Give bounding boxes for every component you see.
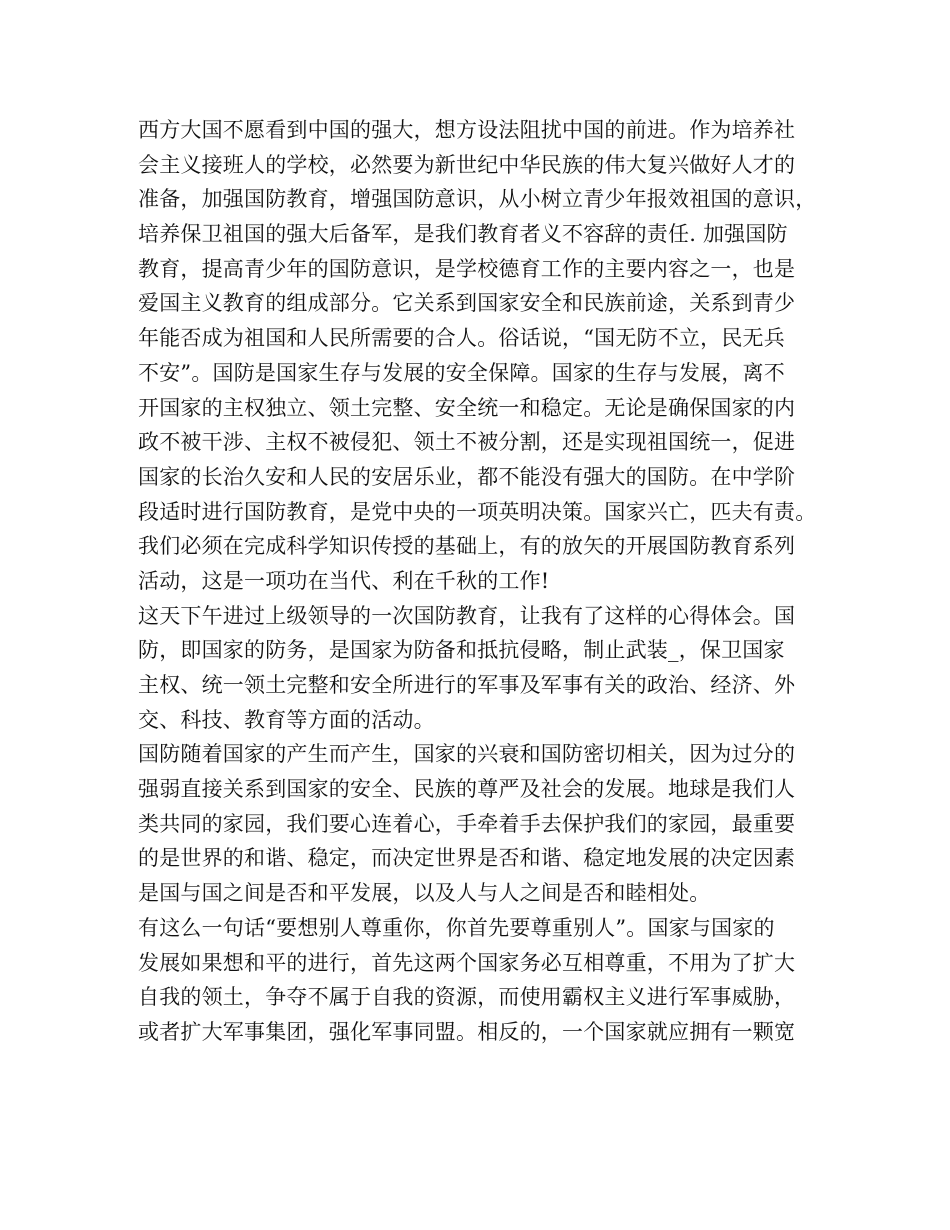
text-line: 强弱直接关系到国家的安全、民族的尊严及社会的发展。地球是我们人: [138, 777, 796, 802]
text-line: 会主义接班人的学校，必然要为新世纪中华民族的伟大复兴做好人才的: [138, 152, 796, 177]
text-line: 培养保卫祖国的强大后备军，是我们教育者义不容辞的责任. 加强国防: [138, 222, 788, 247]
text-line: 西方大国不愿看到中国的强大，想方设法阻扰中国的前进。作为培养社: [138, 118, 796, 142]
text-line: 爱国主义教育的组成部分。它关系到国家安全和民族前途，关系到青少: [138, 291, 796, 316]
text-line: 不安”。国防是国家生存与发展的安全保障。国家的生存与发展，离不: [138, 360, 785, 385]
text-line: 教育，提高青少年的国防意识，是学校德育工作的主要内容之一，也是: [138, 256, 796, 281]
text-line: 类共同的家园，我们要心连着心，手牵着手去保护我们的家园，最重要: [138, 811, 796, 836]
text-line: 或者扩大军事集团，强化军事同盟。相反的，一个国家就应拥有一颗宽: [138, 1019, 796, 1044]
text-line: 年能否成为祖国和人民所需要的合人。俗话说，“国无防不立，民无兵: [138, 326, 785, 351]
text-line: 这天下午进过上级领导的一次国防教育，让我有了这样的心得体会。国: [138, 603, 796, 628]
body-text: [138, 113, 838, 1050]
text-line: 是国与国之间是否和平发展，以及人与人之间是否和睦相处。: [138, 881, 711, 906]
text-line: 国家的长治久安和人民的安居乐业，都不能没有强大的国防。在中学阶: [138, 464, 796, 489]
text-line: 开国家的主权独立、领土完整、安全统一和稳定。无论是确保国家的内: [138, 395, 796, 420]
text-line: 政不被干涉、主权不被侵犯、领土不被分割，还是实现祖国统一，促进: [138, 430, 796, 455]
text-line: 主权、统一领土完整和安全所进行的军事及军事有关的政治、经济、外: [138, 673, 796, 697]
text-line: 自我的领土，争夺不属于自我的资源，而使用霸权主义进行军事威胁，: [138, 985, 796, 1010]
text-line: 国防随着国家的产生而产生，国家的兴衰和国防密切相关，因为过分的: [138, 742, 796, 767]
text-line: 交、科技、教育等方面的活动。: [138, 707, 435, 732]
text-line: 有这么一句话“要想别人尊重你，你首先要尊重别人”。国家与国家的: [138, 915, 775, 940]
text-line: 防，即国家的防务，是国家为防备和抵抗侵略，制止武装_，保卫国家: [138, 638, 785, 663]
text-line: 段适时进行国防教育，是党中央的一项英明决策。国家兴亡，匹夫有责。: [138, 499, 817, 524]
text-line: 发展如果想和平的进行，首先这两个国家务必互相尊重，不用为了扩大: [138, 950, 796, 975]
text-line: 的是世界的和谐、稳定，而决定世界是否和谐、稳定地发展的决定因素: [138, 846, 796, 871]
text-line: 活动，这是一项功在当代、利在千秋的工作!: [138, 568, 550, 593]
text-line: 准备，加强国防教育，增强国防意识，从小树立青少年报效祖国的意识，: [138, 187, 817, 212]
text-line: 我们必须在完成科学知识传授的基础上，有的放矢的开展国防教育系列: [138, 534, 796, 559]
